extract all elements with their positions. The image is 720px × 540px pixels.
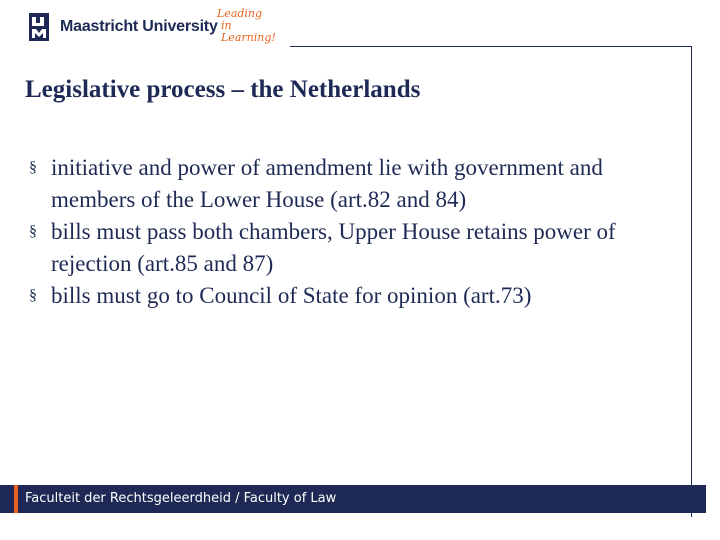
bullet-item [29, 216, 689, 280]
right-border-line [691, 47, 692, 517]
bullet-text: bills must pass both chambers, Upper House retains power of rejection (art.85 and 87) [51, 219, 616, 276]
footer-accent-bar [14, 485, 18, 513]
header-divider [290, 46, 692, 47]
slide-header [0, 0, 720, 48]
tagline-line-2: in Learning! [221, 19, 276, 44]
bullet-text: bills must go to Council of State for opinion (art.73) [51, 283, 532, 308]
bullet-list [29, 152, 689, 312]
footer-faculty-label: Faculteit der Rechtsgeleerdheid / Faculty of Law [25, 491, 337, 506]
tagline-line-1: Leading [217, 7, 263, 20]
university-logo-icon [28, 12, 50, 42]
bullet-item [29, 152, 689, 216]
slide-footer [0, 485, 706, 513]
tagline [217, 8, 287, 44]
bullet-marker: § [29, 223, 37, 240]
bullet-marker: § [29, 287, 37, 304]
bullet-text: initiative and power of amendment lie with government and members of the Lower House (art.82 and 84) [51, 155, 603, 212]
slide-title: Legislative process – the Netherlands [25, 76, 421, 103]
bullet-marker: § [29, 159, 37, 176]
university-name: Maastricht University [60, 18, 218, 35]
bullet-item [29, 280, 689, 312]
